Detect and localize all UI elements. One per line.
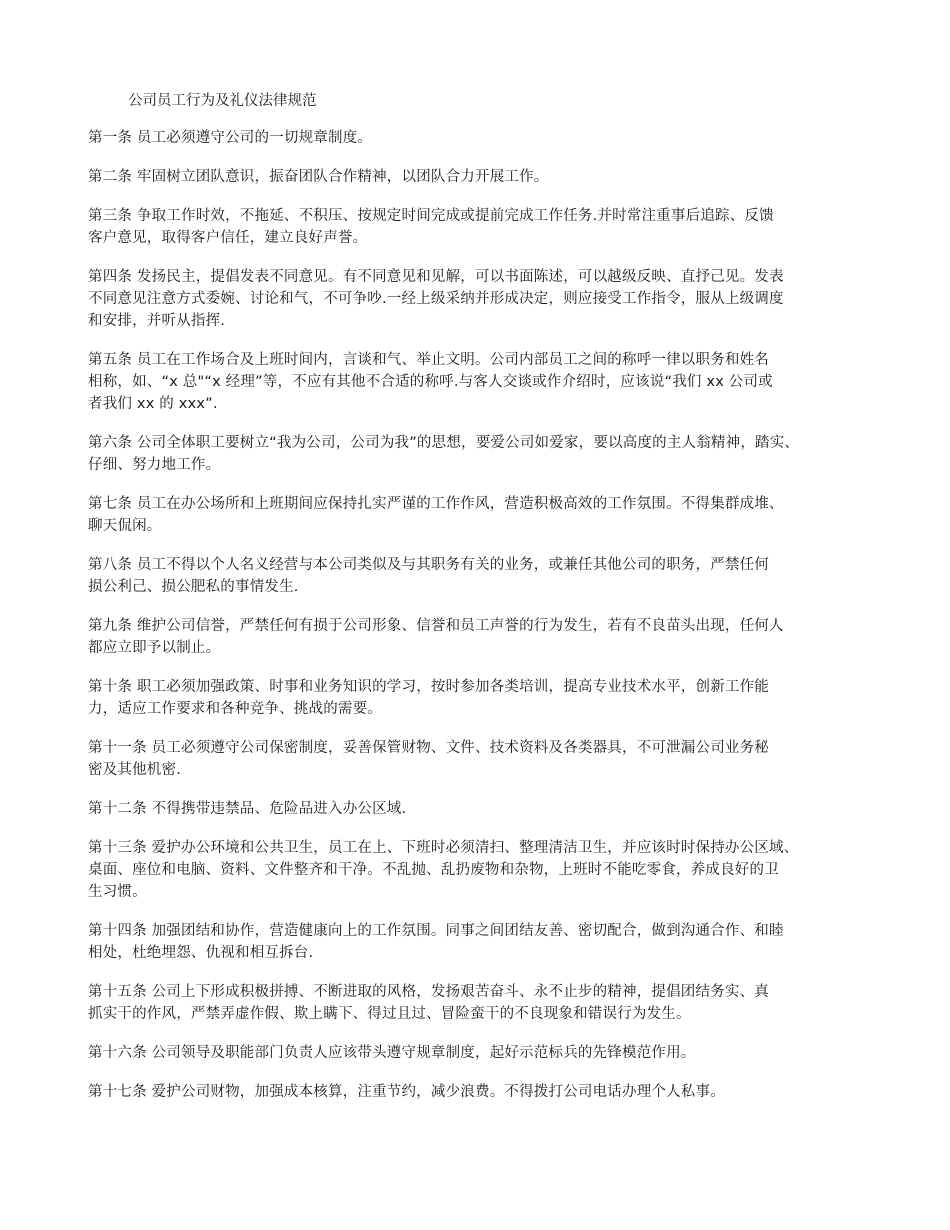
article-line: 者我们 xx 的 xxx”. (88, 396, 218, 412)
article-paragraph (88, 554, 878, 598)
article-line: 第十五条 公司上下形成积极拼搏、不断进取的风格，发扬艰苦奋斗、永不止步的精神，提倡团结务实、真 (88, 984, 770, 1000)
article-line: 第六条 公司全体职工要树立“我为公司，公司为我”的思想，要爱公司如爱家，要以高度的主人翁精神，踏实、 (88, 435, 800, 451)
article-line: 力，适应工作要求和各种竞争、挑战的需要。 (88, 701, 382, 717)
article-line: 密及其他机密. (88, 762, 182, 778)
article-line: 相称，如、“x 总"“x 经理”等，不应有其他不合适的称呼.与客人交谈或作介绍时，应该说“我们 xx 公司或 (88, 374, 773, 390)
article-line: 第十七条 爱护公司财物，加强成本核算，注重节约，减少浪费。不得拨打公司电话办理个人私事。 (88, 1084, 725, 1100)
article-line: 不同意见注意方式委婉、讨论和气，不可争吵.一经上级采纳并形成决定，则应接受工作指令，服从上级调度 (88, 291, 784, 307)
article-line: 第十二条 不得携带违禁品、危险品进入办公区域. (88, 801, 407, 817)
article-paragraph (88, 205, 878, 249)
article-paragraph (88, 920, 878, 964)
article-paragraph (88, 1042, 878, 1064)
article-line: 第十条 职工必须加强政策、时事和业务知识的学习，按时参加各类培训，提高专业技术水平，创新工作能 (88, 679, 770, 695)
article-line: 聊天侃闲。 (88, 518, 162, 534)
article-paragraph (88, 432, 878, 476)
article-paragraph (88, 798, 878, 820)
article-line: 抓实干的作风，严禁弄虚作假、欺上瞒下、得过且过、冒险蛮干的不良现象和错误行为发生。 (88, 1006, 691, 1022)
article-line: 都应立即予以制止。 (88, 640, 221, 656)
article-paragraph (88, 676, 878, 720)
article-paragraph (88, 737, 878, 781)
article-line: 第三条 争取工作时效，不拖延、不积压、按规定时间完成或提前完成工作任务.并时常注重事后追踪、反馈 (88, 208, 774, 224)
document-title: 公司员工行为及礼仪法律规范 (128, 93, 317, 109)
article-line: 第五条 员工在工作场合及上班时间内，言谈和气、举止文明。公司内部员工之间的称呼一律以职务和姓名 (88, 352, 770, 368)
article-line: 第九条 维护公司信誉，严禁任何有损于公司形象、信誉和员工声誉的行为发生，若有不良苗头出现，任何人 (88, 618, 784, 634)
article-paragraph (88, 981, 878, 1025)
article-line: 相处，杜绝埋怨、仇视和相互拆台. (88, 945, 314, 961)
article-paragraph (88, 166, 878, 188)
article-line: 第四条 发扬民主，提倡发表不同意见。有不同意见和见解，可以书面陈述，可以越级反映、直抒己见。发表 (88, 269, 784, 285)
article-line: 第十一条 员工必须遵守公司保密制度，妥善保管财物、文件、技术资料及各类器具，不可泄漏公司业务秘 (88, 740, 770, 756)
article-line: 第十六条 公司领导及职能部门负责人应该带头遵守规章制度，起好示范标兵的先锋模范作用。 (88, 1045, 696, 1061)
article-line: 桌面、座位和电脑、资料、文件整齐和干净。不乱抛、乱扔废物和杂物，上班时不能吃零食，养成良好的卫 (88, 862, 779, 878)
article-line: 生习惯。 (88, 884, 147, 900)
article-paragraph (88, 837, 878, 903)
article-paragraph (88, 493, 878, 537)
article-line: 损公利己、损公肥私的事情发生. (88, 579, 299, 595)
article-paragraph (88, 615, 878, 659)
article-line: 仔细、努力地工作。 (88, 457, 221, 473)
article-paragraph (88, 127, 878, 149)
article-line: 第七条 员工在办公场所和上班期间应保持扎实严谨的工作作风，营造积极高效的工作氛围。不得集群成堆、 (88, 496, 784, 512)
article-paragraph (88, 266, 878, 332)
article-line: 第八条 员工不得以个人名义经营与本公司类似及与其职务有关的业务，或兼任其他公司的职务，严禁任何 (88, 557, 770, 573)
article-line: 第十三条 爱护办公环境和公共卫生，员工在上、下班时必须清扫、整理清洁卫生，并应该时时保持办公区域、 (88, 840, 799, 856)
article-paragraph (88, 1081, 878, 1103)
article-list (88, 127, 878, 1120)
article-line: 第十四条 加强团结和协作，营造健康向上的工作氛围。同事之间团结友善、密切配合，做到沟通合作、和睦 (88, 923, 784, 939)
article-line: 客户意见，取得客户信任，建立良好声誉。 (88, 230, 368, 246)
article-line: 第二条 牢固树立团队意识，振奋团队合作精神，以团队合力开展工作。 (88, 169, 549, 185)
article-line: 和安排，并听从指挥. (88, 313, 226, 329)
article-line: 第一条 员工必须遵守公司的一切规章制度。 (88, 130, 373, 146)
article-paragraph (88, 349, 878, 415)
